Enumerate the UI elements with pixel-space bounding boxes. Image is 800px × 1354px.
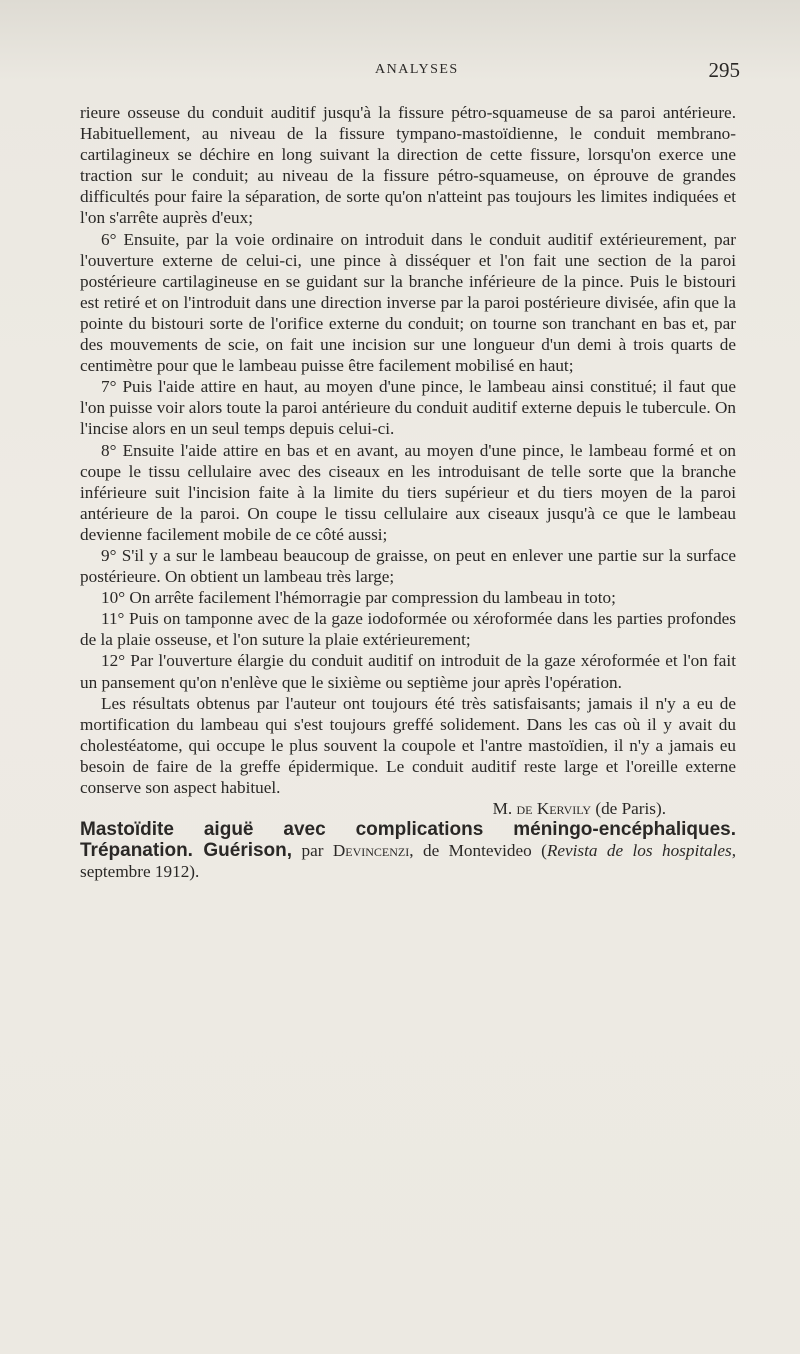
paragraph-step-8: 8° Ensuite l'aide attire en bas et en avant, au moyen d'une pince, le lambeau formé et on coupe le tissu cellulaire avec des ciseaux en les introduisant de telle sorte que la branche inférieure suit l'incision faite à la limite du tiers supérieur et du tiers moyen de la paroi antérieure de la paroi. On coupe le tissu cellulaire aux ciseaux jusqu'à ce que le lambeau devienne facilement mobile de ce côté aussi; <box>80 440 736 544</box>
paragraph-continued: rieure osseuse du conduit auditif jusqu'à la fissure pétro-squameuse de sa paroi antérieure. Habituellement, au niveau de la fissure tympano-mastoïdienne, le conduit membrano-cartilagineux se déchire en long suivant la direction de cette fissure, lorsqu'on exerce une traction sur le conduit; au niveau de la fissure pétro-squameuse, on éprouve de grandes difficultés pour faire la séparation, de sorte qu'on n'atteint pas toujours les limites indiquées et l'on s'arrête auprès d'eux; <box>80 103 736 228</box>
running-head: ANALYSES <box>375 62 459 77</box>
signature-initial: M. <box>492 799 517 819</box>
paragraph-step-10: 10° On arrête facilement l'hémorragie par compression du lambeau in toto; <box>101 588 616 608</box>
signature-particle: de <box>516 799 537 819</box>
next-article-by: par <box>292 841 333 861</box>
author-signature <box>80 798 666 819</box>
next-article-heading <box>80 819 736 882</box>
paragraph-step-12: 12° Par l'ouverture élargie du conduit auditif on introduit de la gaze xéroformée et l'on fait un pansement qu'on n'enlève que le sixième ou septième jour après l'opération. <box>80 651 736 692</box>
body-text <box>80 102 736 882</box>
paragraph-step-9: 9° S'il y a sur le lambeau beaucoup de graisse, on peut en enlever une partie sur la surface postérieure. On obtient un lambeau très large; <box>80 545 736 587</box>
signature-surname: Kervily <box>536 799 592 819</box>
next-article-title: Mastoïdite aiguë avec complications méningo-encéphaliques. Trépanation. Guérison, <box>80 819 736 862</box>
paragraph-results: Les résultats obtenus par l'auteur ont toujours été très satisfaisants; jamais il n'y a eu de mortification du lambeau qui s'est toujours greffé solidement. Dans les cas où il y avait du cholestéatome, qui occupe le plus souvent la coupole et l'antre mastoïdien, il n'y a jamais eu besoin de faire de la greffe épidermique. Le conduit auditif reste large et l'oreille externe conserve son aspect habituel. <box>80 693 736 797</box>
signature-place: (de Paris). <box>591 799 666 819</box>
paragraph-step-7: 7° Puis l'aide attire en haut, au moyen d'une pince, le lambeau ainsi constitué; il faut que l'on puisse voir alors toute la paroi antérieure du conduit auditif externe depuis le tubercule. On l'incise alors en un seul temps depuis celui-ci. <box>80 377 736 439</box>
next-article-author-place: , de Montevideo ( <box>409 841 547 861</box>
page-number: 295 <box>708 58 740 82</box>
paragraph-step-11: 11° Puis on tamponne avec de la gaze iodoformée ou xéroformée dans les parties profondes de la plaie osseuse, et l'on suture la plaie extérieurement; <box>80 609 736 650</box>
paragraph-step-6: 6° Ensuite, par la voie ordinaire on introduit dans le conduit auditif extérieurement, par l'ouverture externe de celui-ci, une pince à disséquer et l'on fait une section de la paroi postérieure cartilagineuse en se guidant sur la branche inférieure de la pince. Puis le bistouri est retiré et on l'introduit dans une direction inverse par la paroi postérieure divisée, afin que la pointe du bistouri sorte de l'orifice externe du conduit; on tourne son tranchant en bas et, par des mouvements de scie, on fait une incision sur une longueur d'un demi à trois quarts de centimètre pour que le lambeau puisse être facilement mobilisé en haut; <box>80 229 736 376</box>
next-article-source: Revista de los hospitales <box>546 841 732 861</box>
next-article-source-date: , septembre 1912). <box>80 841 736 882</box>
next-article-author: Devincenzi <box>332 841 410 861</box>
page-header <box>80 58 740 92</box>
